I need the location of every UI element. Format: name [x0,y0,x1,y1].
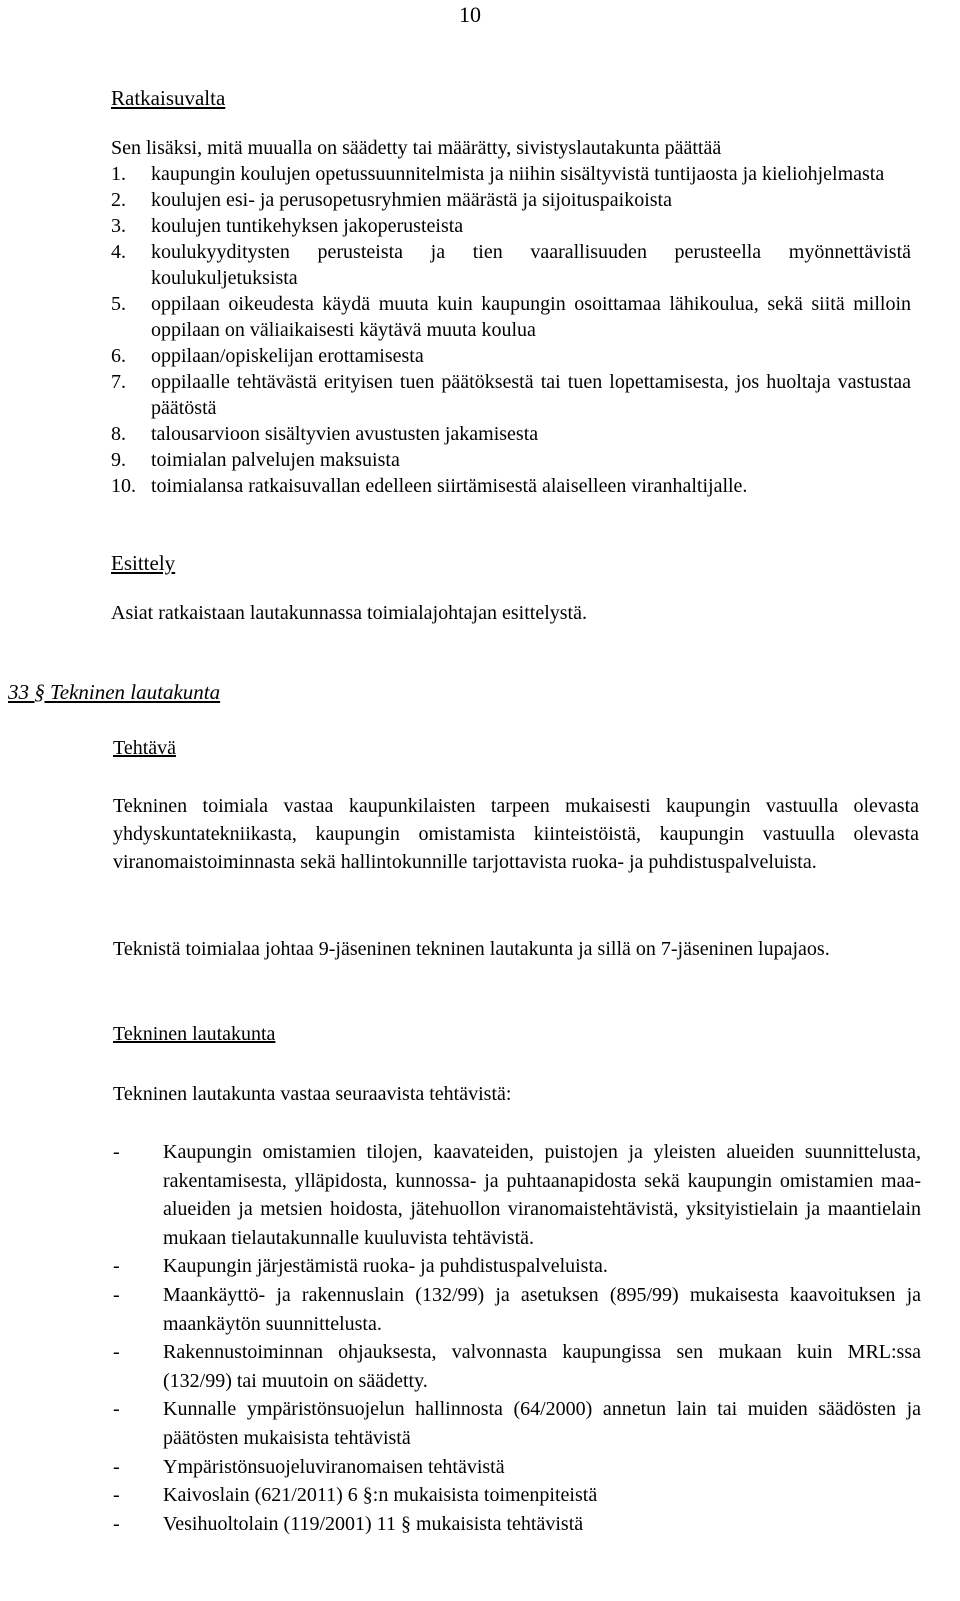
list-item-number: 9. [111,449,126,471]
section-33-title: 33 § Tekninen lautakunta [8,680,221,704]
tehtava-paragraph-1: Tekninen toimiala vastaa kaupunkilaisten tarpeen mukaisesti kaupungin vastuulla olevasta yhdyskuntatekniikasta, kaupungin omistamista kiinteistöistä, kaupungin vastuulla olevasta viranomaistoiminnasta sekä hallintokunnille tarjottavista ruoka- ja puhdistuspalveluista. [113,795,919,873]
list-item [113,1138,921,1252]
list-item [111,343,911,369]
lautakunta-intro: Tekninen lautakunta vastaa seuraavista tehtävistä: [113,1083,512,1105]
list-item [111,213,911,239]
list-item [111,161,911,187]
list-item [113,1481,921,1510]
list-item-text: toimialan palvelujen maksuista [151,449,400,471]
list-item-text: koulukyyditysten perusteista ja tien vaarallisuuden perusteella myönnettävistä koulukuljetuksista [151,241,911,289]
list-item-text: Kaivoslain (621/2011) 6 §:n mukaisista toimenpiteistä [163,1484,598,1507]
list-item-text: Kunnalle ympäristönsuojelun hallinnosta (64/2000) annetun lain tai muiden säädösten ja päätösten mukaisista tehtävistä [163,1398,921,1449]
list-item-number: 3. [111,215,126,237]
list-item-text: Kaupungin omistamien tilojen, kaavateiden, puistojen ja yleisten alueiden suunnittelusta, rakentamisesta, ylläpidosta, kunnossa- ja puhtaanapidosta sekä kaupungin omistamien maa-alueiden ja metsien hoidosta, jätehuollon viranomaistehtävistä, yksityistielain ja maantielain mukaan tielautakunnalle kuuluvista tehtävistä. [163,1141,921,1249]
list-item-text: Maankäyttö- ja rakennuslain (132/99) ja asetuksen (895/99) mukaisesta kaavoituksen ja maankäytön suunnittelusta. [163,1283,921,1335]
list-item-dash: - [113,1484,120,1507]
list-item-number: 1. [111,163,126,185]
list-item-dash: - [113,1141,120,1163]
list-item-number: 2. [111,189,126,211]
list-item [113,1395,921,1452]
list-item [111,473,911,499]
tehtava-paragraph-2: Teknistä toimialaa johtaa 9-jäseninen tekninen lautakunta ja sillä on 7-jäseninen lupajaos. [113,938,830,960]
list-item-dash: - [113,1283,120,1306]
list-item-text: Rakennustoiminnan ohjauksesta, valvonnasta kaupungissa sen mukaan kuin MRL:ssa (132/99) tai muutoin on säädetty. [163,1341,921,1392]
heading-ratkaisuvalta: Ratkaisuvalta [111,86,226,110]
list-item-number: 5. [111,293,126,315]
list-item [111,239,911,291]
list-item-number: 7. [111,371,126,393]
list-item-text: kaupungin koulujen opetussuunnitelmista ja niihin sisältyvistä tuntijaosta ja kieliohjelmasta [151,163,885,185]
ratkaisuvalta-intro: Sen lisäksi, mitä muualla on säädetty tai määrätty, sivistyslautakunta päättää [111,137,722,159]
list-item-text: toimialansa ratkaisuvallan edelleen siirtämisestä alaiselleen viranhaltijalle. [151,475,748,497]
list-item [113,1338,921,1395]
list-item [111,369,911,421]
list-item-dash: - [113,1455,120,1478]
list-item-text: Vesihuoltolain (119/2001) 11 § mukaisista tehtävistä [163,1512,584,1535]
list-item [113,1453,921,1482]
list-item [113,1252,921,1281]
list-item-text: oppilaan oikeudesta käydä muuta kuin kaupungin osoittamaa lähikoulua, sekä siitä milloin oppilaan on väliaikaisesti käytävä muuta koulua [151,293,911,341]
list-item-dash: - [113,1512,120,1535]
list-item-text: koulujen esi- ja perusopetusryhmien määrästä ja sijoituspaikoista [151,189,672,211]
list-item-text: Ympäristönsuojeluviranomaisen tehtävistä [163,1455,505,1478]
heading-tekninen-lautakunta: Tekninen lautakunta [113,1023,276,1045]
page-number: 10 [459,2,481,27]
list-item [111,447,911,473]
list-item [111,421,911,447]
list-item [113,1510,921,1539]
list-item-text: oppilaalle tehtävästä erityisen tuen päätöksestä tai tuen lopettamisesta, jos huoltaja vastustaa päätöstä [151,371,911,419]
lautakunta-task-list [113,1138,921,1538]
list-item-number: 4. [111,241,126,263]
heading-tehtava: Tehtävä [113,737,177,759]
heading-esittely: Esittely [111,551,176,575]
list-item-number: 6. [111,345,126,367]
list-item-text: koulujen tuntikehyksen jakoperusteista [151,215,464,237]
list-item-dash: - [113,1255,120,1278]
list-item-text: Kaupungin järjestämistä ruoka- ja puhdistuspalveluista. [163,1255,608,1278]
list-item-number: 8. [111,423,126,445]
list-item [111,187,911,213]
esittely-text: Asiat ratkaistaan lautakunnassa toimialajohtajan esittelystä. [111,602,587,624]
list-item [113,1281,921,1338]
ratkaisuvalta-list [111,161,911,499]
list-item-text: talousarvioon sisältyvien avustusten jakamisesta [151,423,539,445]
list-item [111,291,911,343]
list-item-text: oppilaan/opiskelijan erottamisesta [151,345,424,367]
list-item-number: 10. [111,475,136,497]
list-item-dash: - [113,1398,120,1421]
list-item-dash: - [113,1341,120,1364]
